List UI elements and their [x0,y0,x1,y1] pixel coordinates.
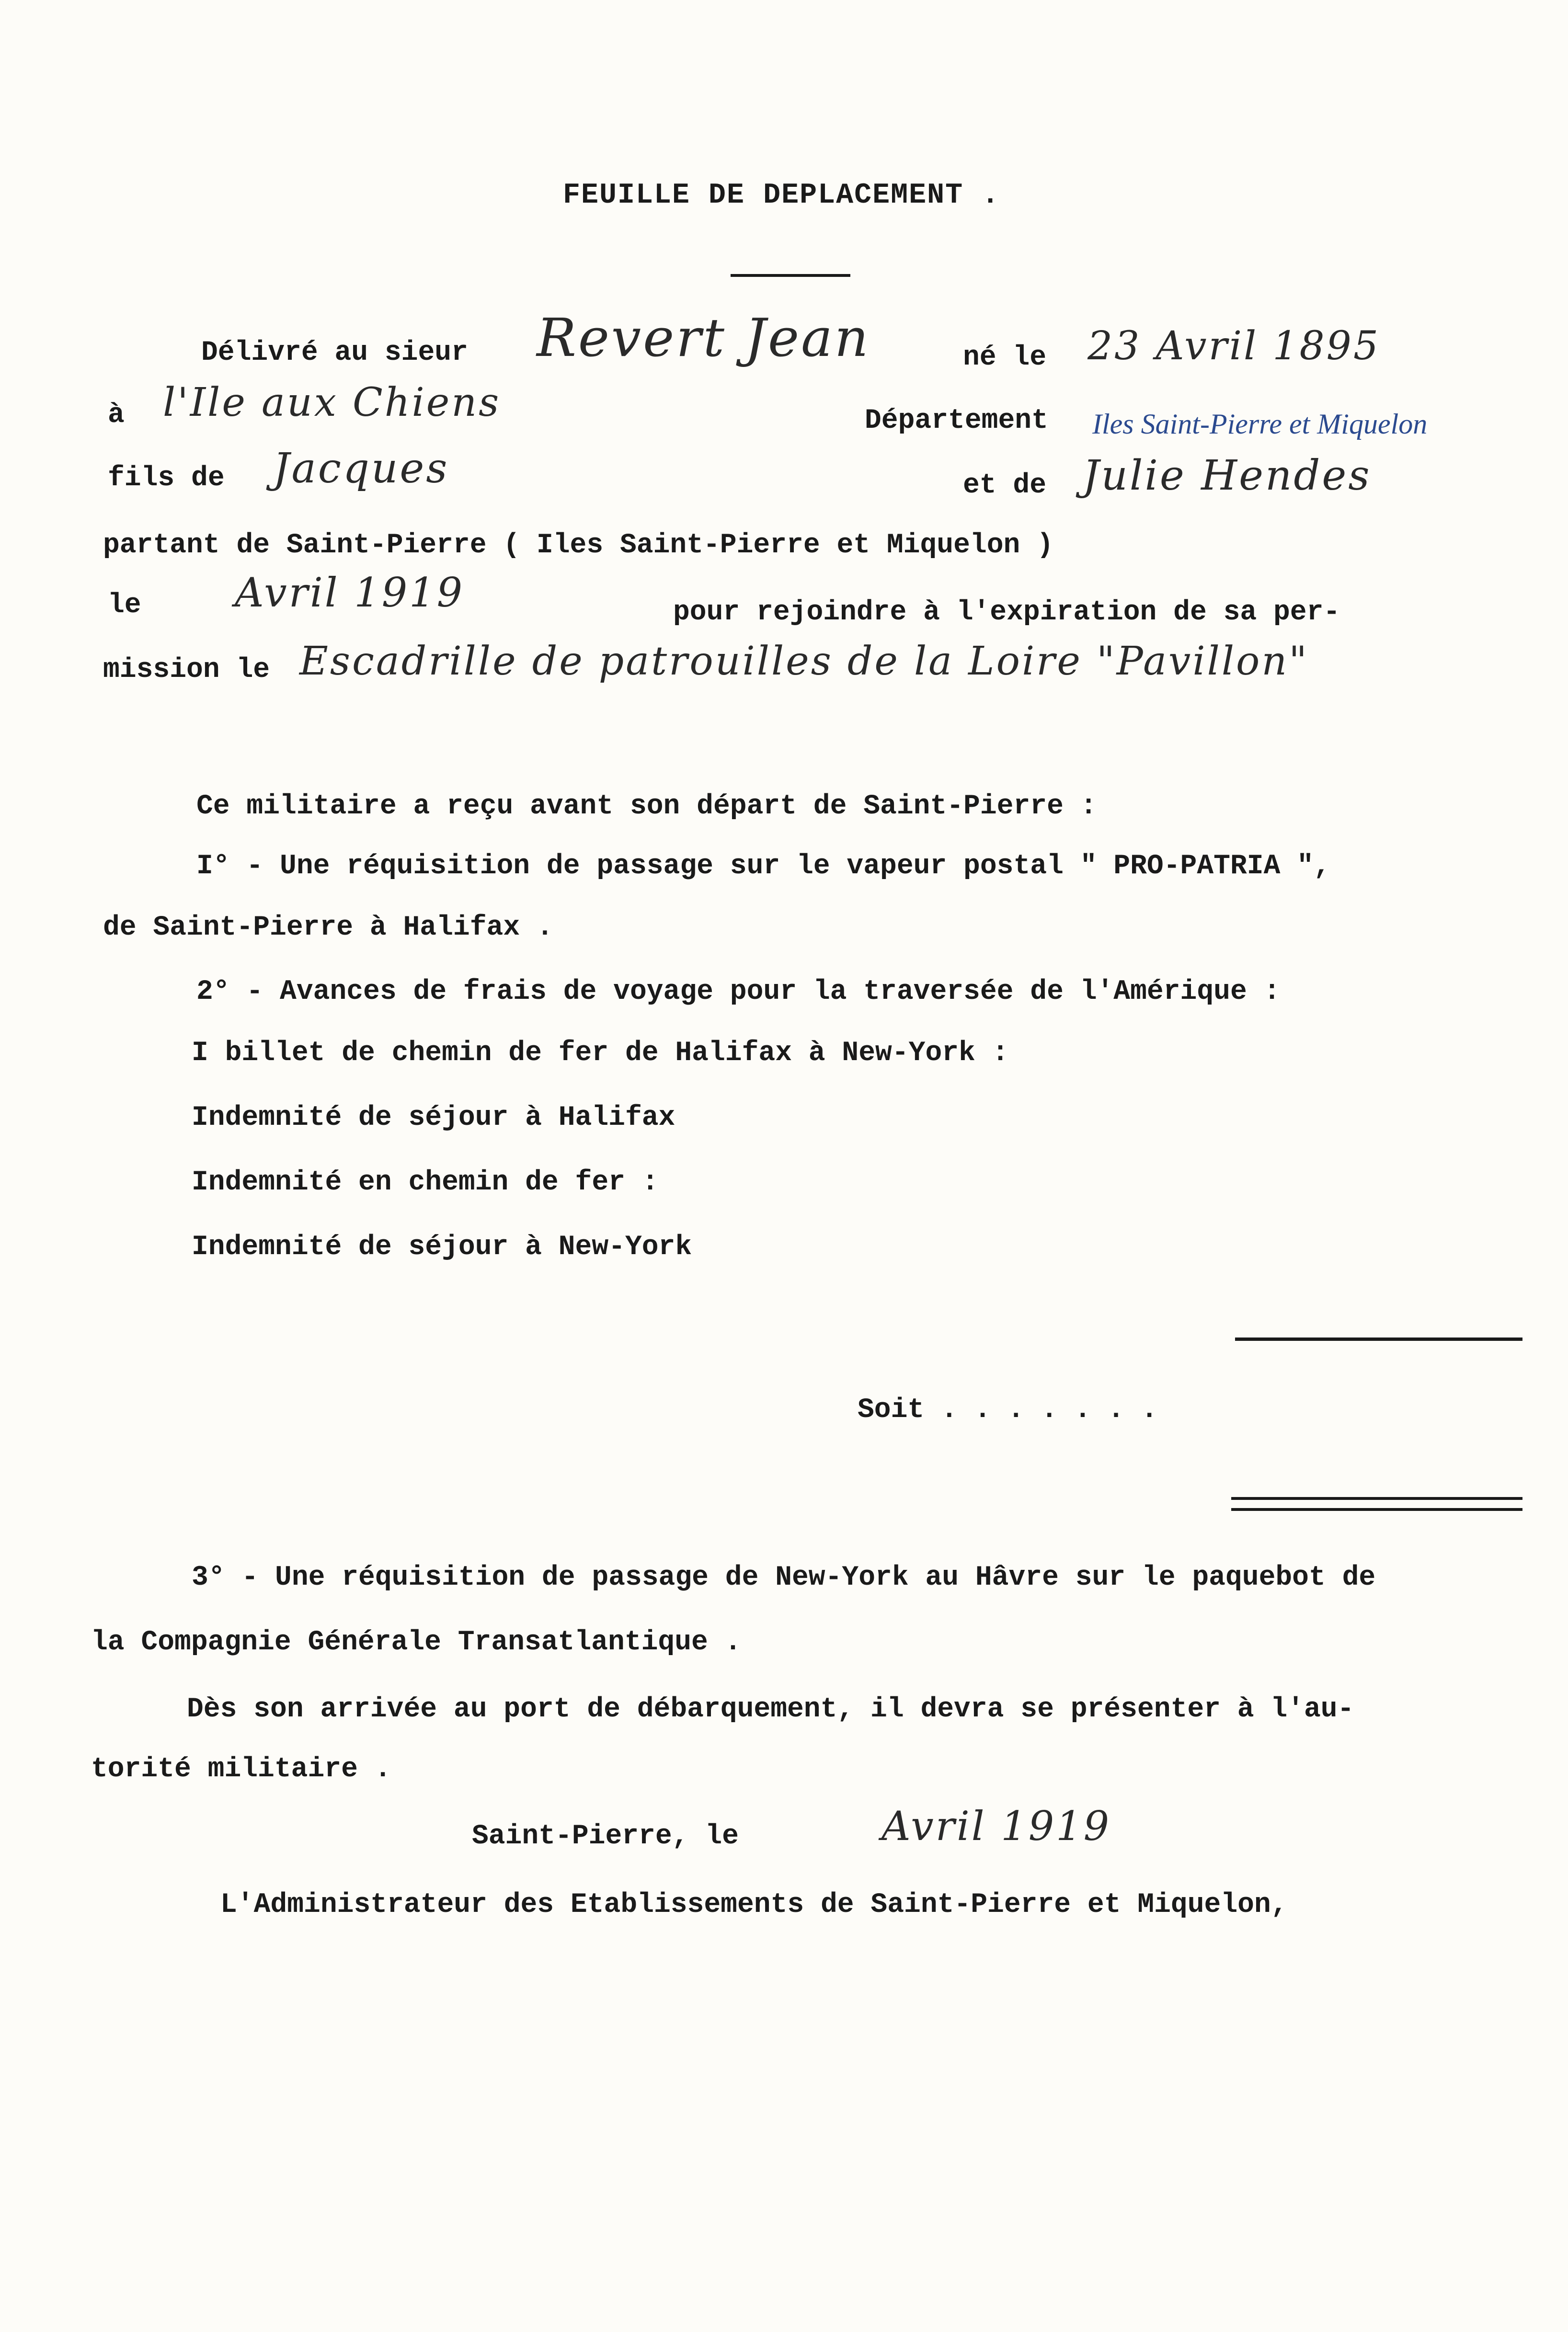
item-2-ticket: I billet de chemin de fer de Halifax à New-York : [192,1038,1009,1069]
administrator-line: L'Administrateur des Etablissements de Saint-Pierre et Miquelon, [220,1889,1288,1920]
born-label: né le [963,342,1047,373]
father-label: fils de [108,463,225,494]
issued-to-label: Délivré au sieur [201,337,468,368]
mother-label: et de [963,470,1047,501]
departure-line: partant de Saint-Pierre ( Iles Saint-Pierre et Miquelon ) [103,530,1053,561]
item-1-line-2: de Saint-Pierre à Halifax . [103,912,553,943]
item-2-railway: Indemnité en chemin de fer : [192,1167,659,1198]
total-rule-double-2 [1231,1508,1522,1511]
received-intro: Ce militaire a reçu avant son départ de Saint-Pierre : [196,791,1097,822]
item-2-halifax-stay: Indemnité de séjour à Halifax [192,1102,675,1133]
title-underline [731,274,850,277]
birthplace-label: à [108,400,125,431]
handwritten-signing-date: Avril 1919 [881,1803,1111,1850]
arrival-line-1: Dès son arrivée au port de débarquement, il devra se présenter à l'au- [187,1694,1354,1725]
total-rule-top [1235,1337,1522,1341]
total-label: Soit . . . . . . . [858,1395,1158,1426]
handwritten-unit: Escadrille de patrouilles de la Loire "Pavillon" [299,639,1309,684]
item-2-newyork-stay: Indemnité de séjour à New-York [192,1232,692,1263]
leave-label: mission le [103,654,270,686]
rejoin-text: pour rejoindre à l'expiration de sa per- [673,597,1340,628]
document-title: FEUILLE DE DEPLACEMENT . [563,179,1000,212]
handwritten-birthplace: l'Ile aux Chiens [163,380,501,425]
arrival-line-2: torité militaire . [91,1754,391,1785]
item-3-line-2: la Compagnie Générale Transatlantique . [91,1627,742,1658]
handwritten-birth-date: 23 Avril 1895 [1087,323,1381,369]
handwritten-mother: Julie Hendes [1083,452,1372,500]
date-label: le [108,590,141,621]
item-2-heading: 2° - Avances de frais de voyage pour la traversée de l'Amérique : [196,976,1281,1007]
place-date-label: Saint-Pierre, le [472,1821,739,1852]
department-stamp: Iles Saint-Pierre et Miquelon [1092,408,1428,440]
department-label: Département [865,405,1048,436]
handwritten-name: Revert Jean [537,307,870,368]
handwritten-father: Jacques [273,445,449,492]
item-3-line-1: 3° - Une réquisition de passage de New-York au Hâvre sur le paquebot de [192,1562,1376,1593]
total-rule-double-1 [1231,1497,1522,1500]
item-1-line-1: I° - Une réquisition de passage sur le vapeur postal " PRO-PATRIA ", [196,851,1330,882]
handwritten-departure-date: Avril 1919 [235,569,465,616]
